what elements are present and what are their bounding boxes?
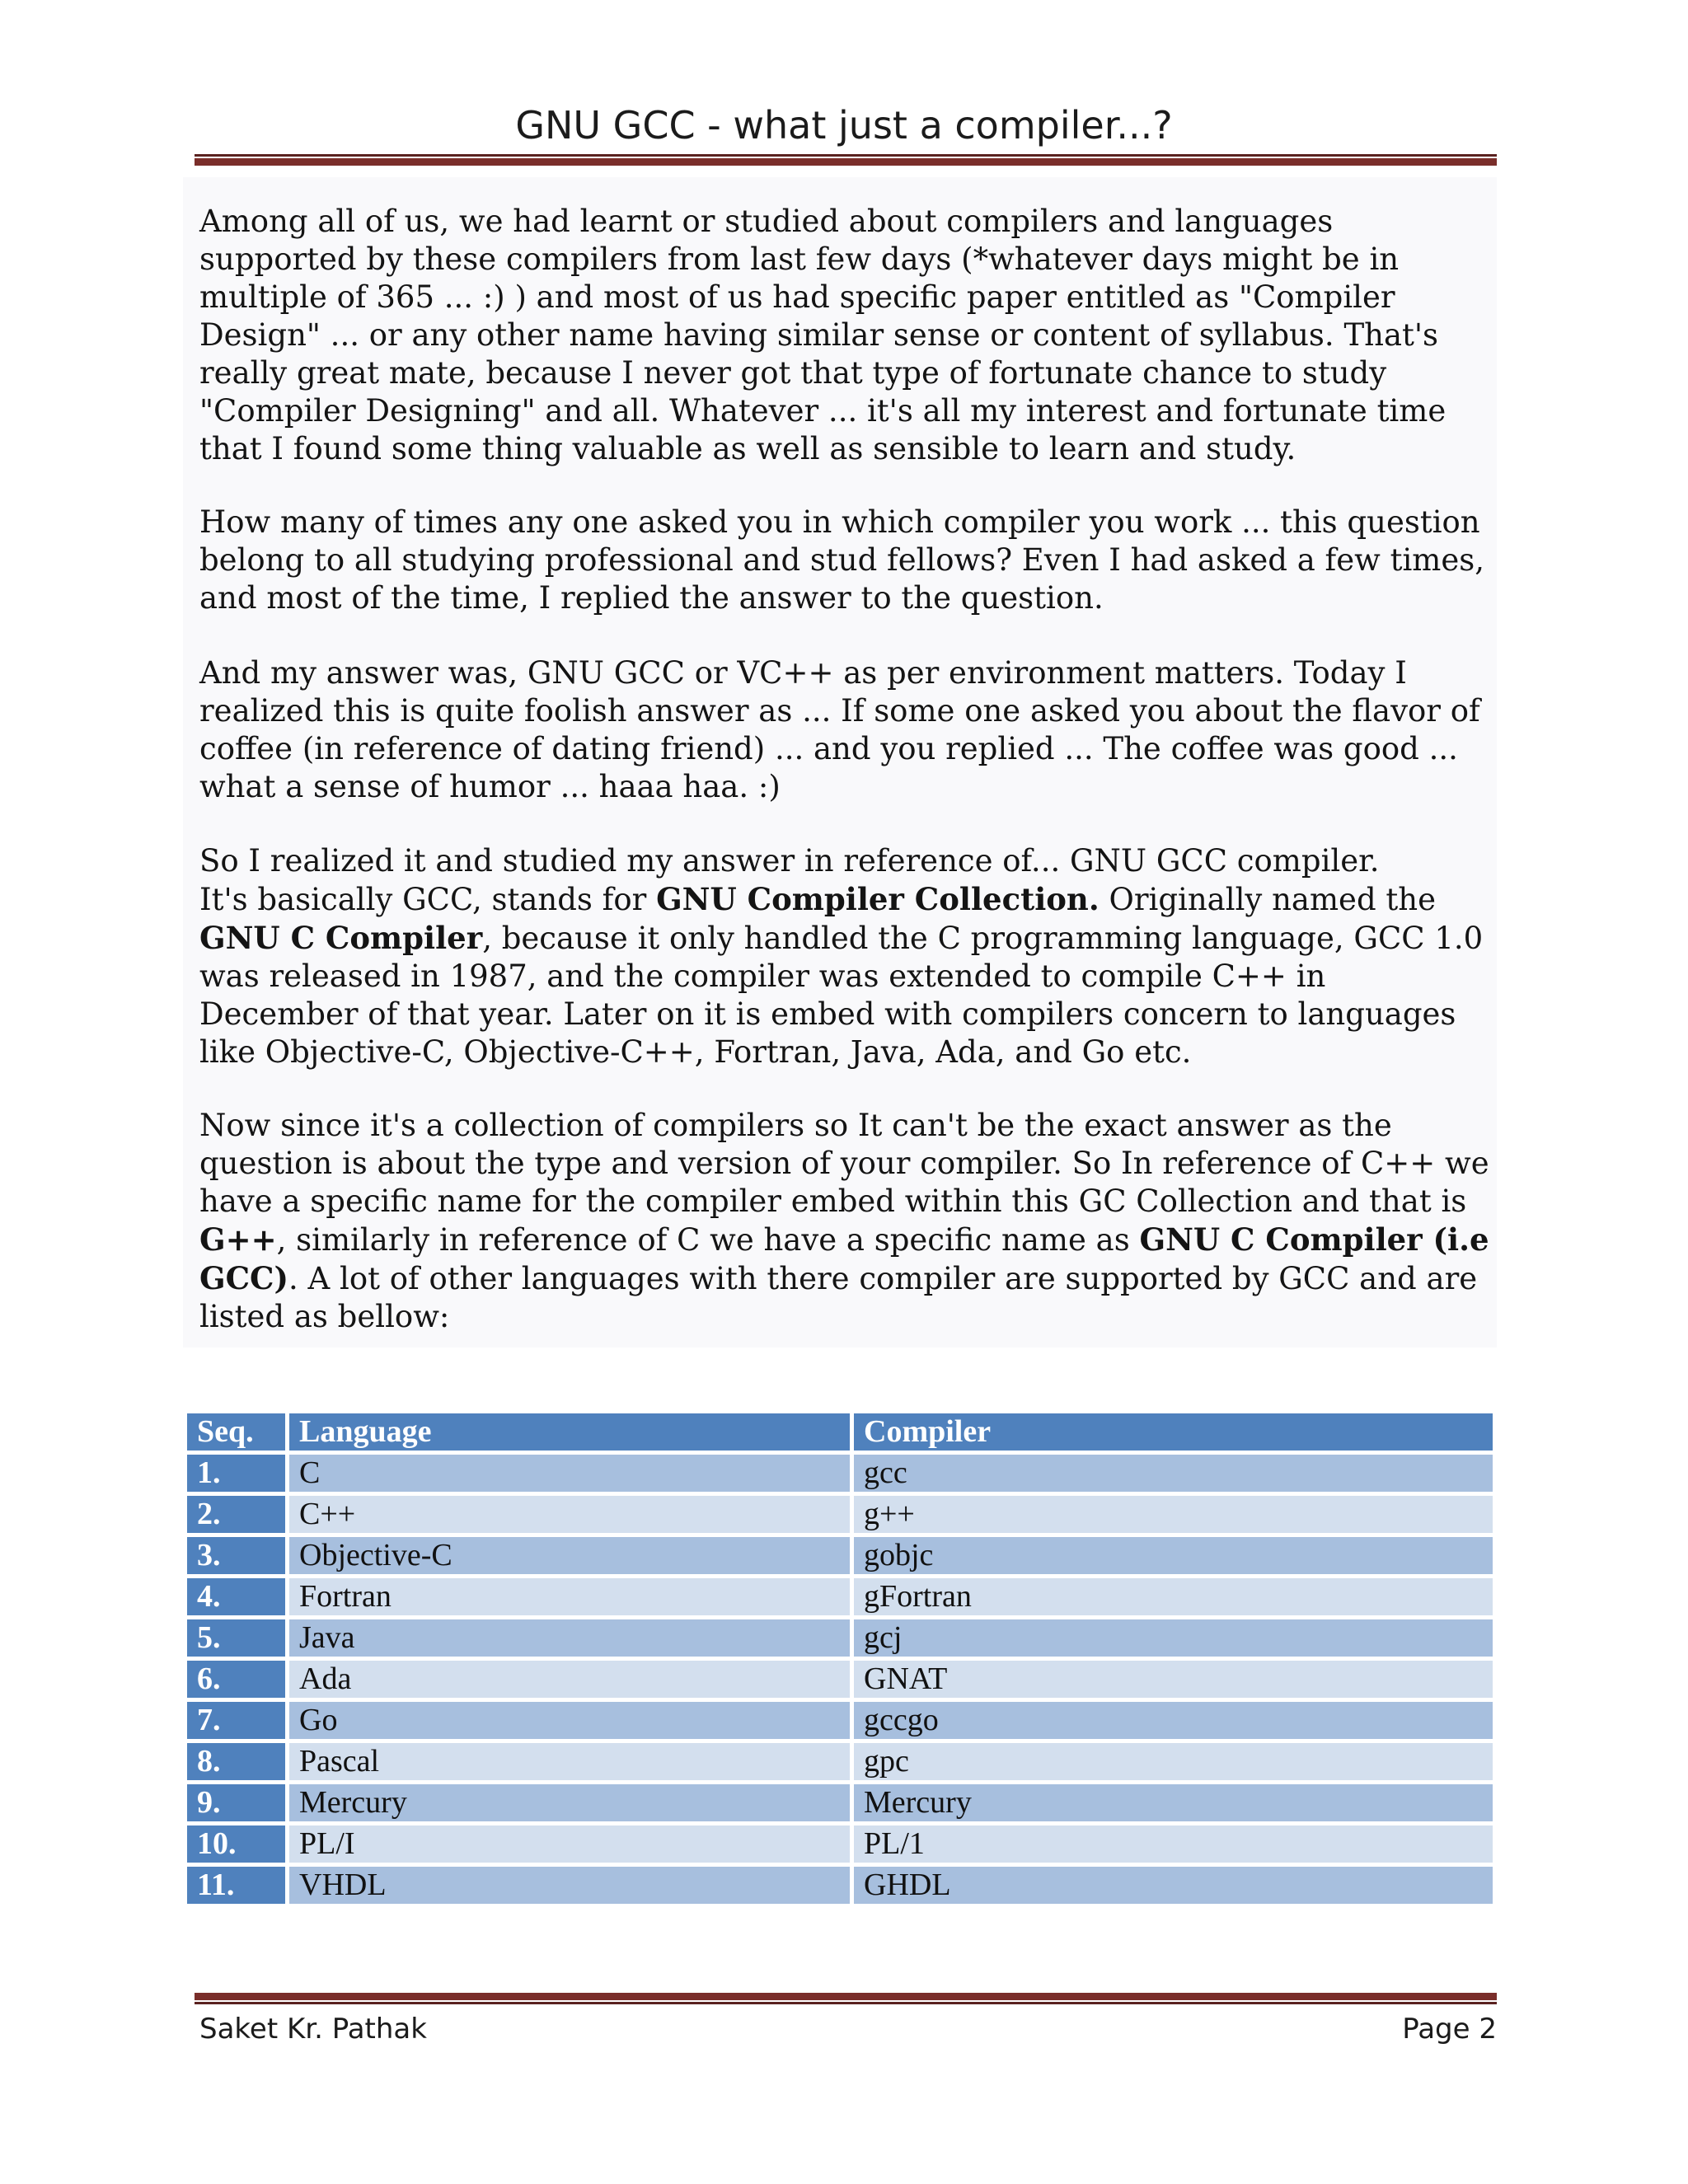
paragraph-4 [199,842,1493,1071]
footer-page-number: Page 2 [1402,2013,1497,2046]
row-seq: 3. [187,1537,285,1574]
paragraph-4-text-2: Originally named the [1099,882,1436,917]
gcc-expansion-bold: GNU Compiler Collection. [656,881,1100,917]
paragraph-2: How many of times any one asked you in which compiler you work ... this question belong to all studying professional and stud fellows? Even I had asked a few times, and most of the time, I replied the answer to the question. [199,504,1485,616]
compiler-table [183,1409,1497,1908]
row-language: Ada [289,1661,850,1698]
row-seq: 10. [187,1825,285,1863]
row-language: Pascal [289,1743,850,1780]
row-compiler: g++ [854,1496,1493,1533]
header-compiler: Compiler [854,1413,1493,1451]
footer-author: Saket Kr. Pathak [199,2013,427,2046]
paragraph-5-text-2: , similarly in reference of C we have a specific name as [276,1222,1140,1258]
row-compiler: GNAT [854,1661,1493,1698]
paragraph-5 [199,1107,1493,1336]
paragraph-1: Among all of us, we had learnt or studied about compilers and languages supported by these compilers from last few days (*whatever days might be in multiple of 365 ... :) ) and most of us had specific paper entitled as "Compiler Design" ... or any other name having similar sense or content of syllabus. That's really great mate, because I never got that type of fortunate chance to study "Compiler Designing" and all. Whatever ... it's all my interest and fortunate time that I found some thing valuable as well as sensible to learn and study. [199,204,1447,466]
row-compiler: GHDL [854,1867,1493,1904]
row-compiler: gobjc [854,1537,1493,1574]
row-seq: 8. [187,1743,285,1780]
header-rule-thin [195,154,1497,157]
row-language: Mercury [289,1784,850,1821]
row-seq: 4. [187,1578,285,1615]
row-compiler: gccgo [854,1702,1493,1739]
row-compiler: gpc [854,1743,1493,1780]
row-seq: 7. [187,1702,285,1739]
paragraph-4-body [199,880,1493,1071]
table-header-row [187,1413,1493,1451]
compiler-table-wrapper [183,1409,1497,1908]
header-seq: Seq. [187,1413,285,1451]
row-compiler: Mercury [854,1784,1493,1821]
table-row [187,1619,1493,1657]
table-row [187,1455,1493,1492]
row-language: PL/I [289,1825,850,1863]
gnu-c-compiler-bold: GNU C Compiler [199,920,483,956]
row-compiler: gFortran [854,1578,1493,1615]
row-language: C++ [289,1496,850,1533]
row-seq: 11. [187,1867,285,1904]
row-compiler: gcc [854,1455,1493,1492]
header-language: Language [289,1413,850,1451]
row-language: C [289,1455,850,1492]
gnu-c-gcc-bold: GNU C Compiler (i.e GCC) [199,1221,1489,1296]
header-rule-thick [195,158,1497,166]
table-row [187,1784,1493,1821]
table-row [187,1743,1493,1780]
row-seq: 9. [187,1784,285,1821]
paragraph-5-text-3: . A lot of other languages with there compiler are supported by GCC and are listed as bellow: [199,1261,1478,1334]
paragraph-5-text-1: Now since it's a collection of compilers so It can't be the exact answer as the question is about the type and version of your compiler. So In reference of C++ we have a specific name for the compiler embed within this GC Collection and that is [199,1108,1489,1219]
row-language: Go [289,1702,850,1739]
page-title: GNU GCC - what just a compiler...? [515,103,1173,148]
row-language: VHDL [289,1867,850,1904]
row-language: Fortran [289,1578,850,1615]
gpp-bold: G++ [199,1221,277,1258]
row-seq: 1. [187,1455,285,1492]
row-language: Java [289,1619,850,1657]
footer-rule-thin [195,2002,1497,2004]
table-row [187,1661,1493,1698]
table-row [187,1537,1493,1574]
paragraph-3: And my answer was, GNU GCC or VC++ as per environment matters. Today I realized this is quite foolish answer as ... If some one asked you about the flavor of coffee (in reference of dating friend) ... and you replied ... The coffee was good ... what a sense of humor ... haaa haa. :) [199,655,1480,804]
row-language: Objective-C [289,1537,850,1574]
row-seq: 2. [187,1496,285,1533]
table-row [187,1867,1493,1904]
paragraph-4-text-1: It's basically GCC, stands for [199,882,657,917]
paragraph-4-line-1: So I realized it and studied my answer in reference of... GNU GCC compiler. [199,843,1380,879]
row-compiler: gcj [854,1619,1493,1657]
table-row [187,1825,1493,1863]
row-seq: 6. [187,1661,285,1698]
row-seq: 5. [187,1619,285,1657]
table-row [187,1702,1493,1739]
paragraph-4-text-3: , because it only handled the C programming language, GCC 1.0 was released in 1987, and the compiler was extended to compile C++ in December of that year. Later on it is embed with compilers concern to languages like Objective-C, Objective-C++, Fortran, Java, Ada, and Go etc. [199,921,1484,1070]
footer-rule-thick [195,1993,1497,2000]
table-row [187,1496,1493,1533]
row-compiler: PL/1 [854,1825,1493,1863]
table-row [187,1578,1493,1615]
